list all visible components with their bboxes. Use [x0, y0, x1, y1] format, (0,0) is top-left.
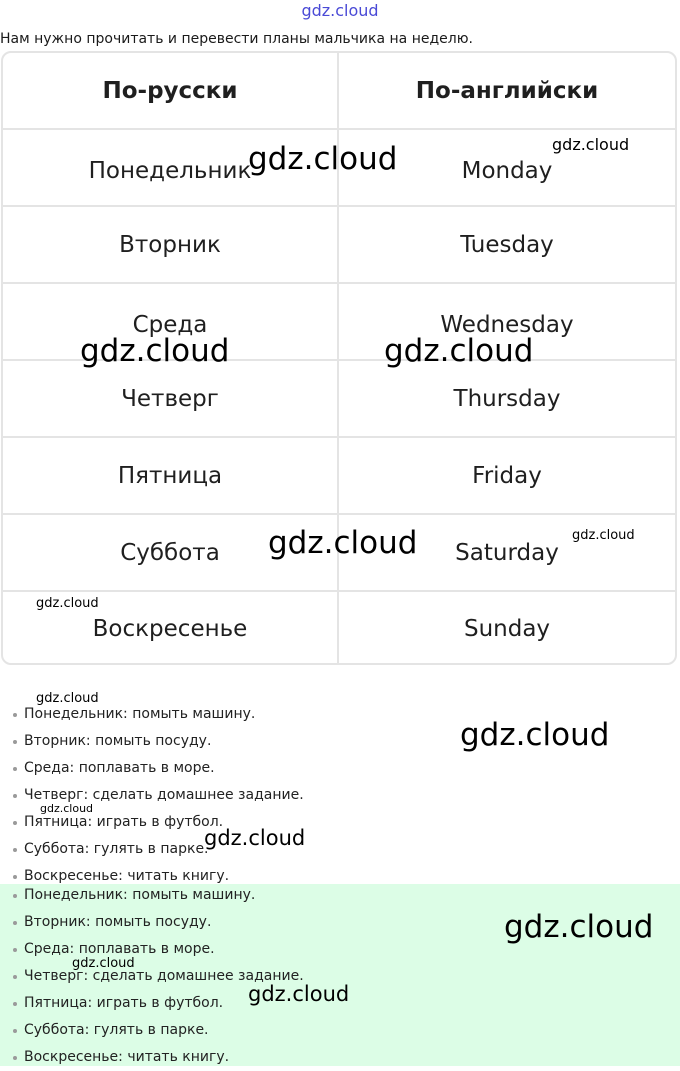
watermark: gdz.cloud — [504, 909, 654, 945]
task-intro-text: Нам нужно прочитать и перевести планы мальчика на неделю. — [0, 31, 473, 47]
watermark: gdz.cloud — [572, 528, 635, 543]
list-item: Четверг: сделать домашнее задание. — [0, 963, 680, 990]
table-cell-english: Friday — [472, 462, 542, 489]
table-row — [3, 592, 675, 665]
watermark: gdz.cloud — [80, 333, 230, 369]
watermark: gdz.cloud — [40, 802, 94, 815]
watermark: gdz.cloud — [204, 826, 306, 850]
table-cell-english: Saturday — [455, 539, 559, 566]
watermark: gdz.cloud — [552, 135, 630, 154]
list-item: Пятница: играть в футбол. — [0, 809, 680, 836]
watermark: gdz.cloud — [268, 525, 418, 561]
watermark: gdz.cloud — [36, 596, 99, 611]
list-item: Вторник: помыть посуду. — [0, 728, 680, 755]
table-cell-russian: Вторник — [3, 207, 339, 282]
list-item: Воскресенье: читать книгу. — [0, 863, 680, 890]
table-header-english: По-английски — [415, 77, 599, 104]
table-header-row — [3, 53, 675, 130]
watermark: gdz.cloud — [72, 956, 135, 971]
list-item: Понедельник: помыть машину. — [0, 882, 680, 909]
table-cell-english: Wednesday — [440, 311, 574, 338]
list-item: Суббота: гулять в парке. — [0, 1017, 680, 1044]
list-item: Вторник: помыть посуду. — [0, 909, 680, 936]
list-item: Понедельник: помыть машину. — [0, 701, 680, 728]
table-cell-russian: Пятница — [3, 438, 339, 513]
table-cell-russian: Среда — [3, 284, 339, 359]
list-item: Среда: поплавать в море. — [0, 936, 680, 963]
table-cell-russian: Воскресенье — [3, 592, 339, 665]
list-item: Среда: поплавать в море. — [0, 755, 680, 782]
watermark: gdz.cloud — [248, 141, 398, 177]
table-cell-english: Sunday — [463, 616, 551, 642]
watermark: gdz.cloud — [384, 333, 534, 369]
table-cell-russian: Четверг — [3, 361, 339, 436]
watermark: gdz.cloud — [460, 717, 610, 753]
list-item: Четверг: сделать домашнее задание. — [0, 782, 680, 809]
table-cell-english: Monday — [461, 157, 553, 184]
watermark: gdz.cloud — [36, 691, 99, 706]
table-header-russian: По-русски — [3, 53, 339, 128]
watermark: gdz.cloud — [248, 982, 350, 1006]
table-row — [3, 207, 675, 284]
list-item: Воскресенье: читать книгу. — [0, 1044, 680, 1071]
table-cell-english: Tuesday — [460, 231, 554, 258]
list-item: Суббота: гулять в парке. — [0, 836, 680, 863]
site-watermark-link[interactable]: gdz.cloud — [301, 1, 379, 20]
list-item: Пятница: играть в футбол. — [0, 990, 680, 1017]
table-cell-russian: Понедельник — [3, 130, 339, 205]
table-cell-english: Thursday — [453, 385, 561, 412]
table-cell-russian: Суббота — [3, 515, 339, 590]
table-row — [3, 361, 675, 438]
table-row — [3, 438, 675, 515]
